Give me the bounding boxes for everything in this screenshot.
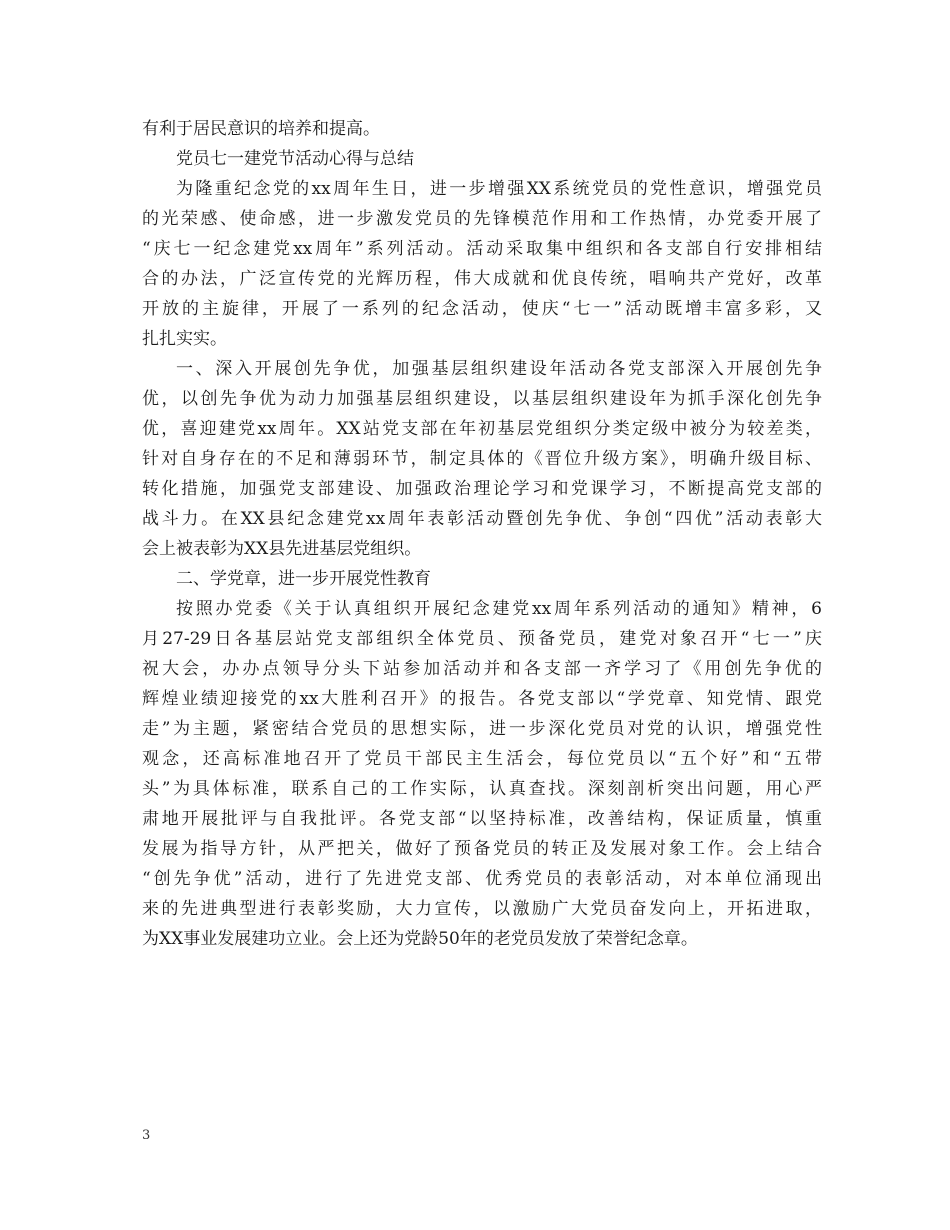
text-line: 有利于居民意识的培养和提高。 (142, 119, 380, 139)
text-line: 为隆重纪念党的xx周年生日，进一步增强XX系统党员的党性意识，增强党员 (176, 179, 822, 199)
text-line: “庆七一纪念建党xx周年”系列活动。活动采取集中组织和各支部自行安排相结 (142, 239, 822, 259)
text-line: 月27-29日各基层站党支部组织全体党员、预备党员，建党对象召开“七一”庆 (142, 629, 822, 649)
text-line: 头”为具体标准，联系自己的工作实际，认真查找。深刻剖析突出问题，用心严 (142, 779, 822, 799)
text-line: 按照办党委《关于认真组织开展纪念建党xx周年系列活动的通知》精神，6 (176, 599, 822, 619)
text-line: 扎扎实实。 (142, 329, 227, 349)
text-line: 优，以创先争优为动力加强基层组织建设，以基层组织建设年为抓手深化创先争 (142, 389, 822, 409)
text-line: 肃地开展批评与自我批评。各党支部“以坚持标准，改善结构，保证质量，慎重 (142, 809, 822, 829)
text-line: 发展为指导方针，从严把关，做好了预备党员的转正及发展对象工作。会上结合 (142, 839, 822, 859)
text-line: 二、学党章，进一步开展党性教育 (176, 569, 431, 589)
text-line: 走”为主题，紧密结合党员的思想实际，进一步深化党员对党的认识，增强党性 (142, 719, 822, 739)
text-line: 为XX事业发展建功立业。会上还为党龄50年的老党员发放了荣誉纪念章。 (142, 929, 698, 949)
text-line: 来的先进典型进行表彰奖励，大力宣传，以激励广大党员奋发向上，开拓进取， (142, 899, 822, 919)
text-line: 的光荣感、使命感，进一步激发党员的先锋模范作用和工作热情，办党委开展了 (142, 209, 822, 229)
document-body (142, 114, 822, 954)
text-line: 战斗力。在XX县纪念建党xx周年表彰活动暨创先争优、争创“四优”活动表彰大 (142, 509, 822, 529)
text-line: 针对自身存在的不足和薄弱环节，制定具体的《晋位升级方案》，明确升级目标、 (142, 449, 822, 469)
text-line: 合的办法，广泛宣传党的光辉历程，伟大成就和优良传统，唱响共产党好，改革 (142, 269, 822, 289)
text-line: 党员七一建党节活动心得与总结 (176, 149, 414, 169)
text-line: 祝大会，办办点领导分头下站参加活动并和各支部一齐学习了《用创先争优的 (142, 659, 822, 679)
text-line: 优，喜迎建党xx周年。XX站党支部在年初基层党组织分类定级中被分为较差类， (142, 419, 822, 439)
text-line: 辉煌业绩迎接党的xx大胜利召开》的报告。各党支部以“学党章、知党情、跟党 (142, 689, 822, 709)
text-line: 观念，还高标准地召开了党员干部民主生活会，每位党员以“五个好”和“五带 (142, 749, 822, 769)
text-line: “创先争优”活动，进行了先进党支部、优秀党员的表彰活动，对本单位涌现出 (142, 869, 822, 889)
text-line: 会上被表彰为XX县先进基层党组织。 (142, 539, 422, 559)
text-line: 一、深入开展创先争优，加强基层组织建设年活动各党支部深入开展创先争 (176, 359, 822, 379)
text-line: 转化措施，加强党支部建设、加强政治理论学习和党课学习，不断提高党支部的 (142, 479, 822, 499)
text-line: 开放的主旋律，开展了一系列的纪念活动，使庆“七一”活动既增丰富多彩，又 (142, 299, 822, 319)
page-number: 3 (142, 1128, 151, 1143)
